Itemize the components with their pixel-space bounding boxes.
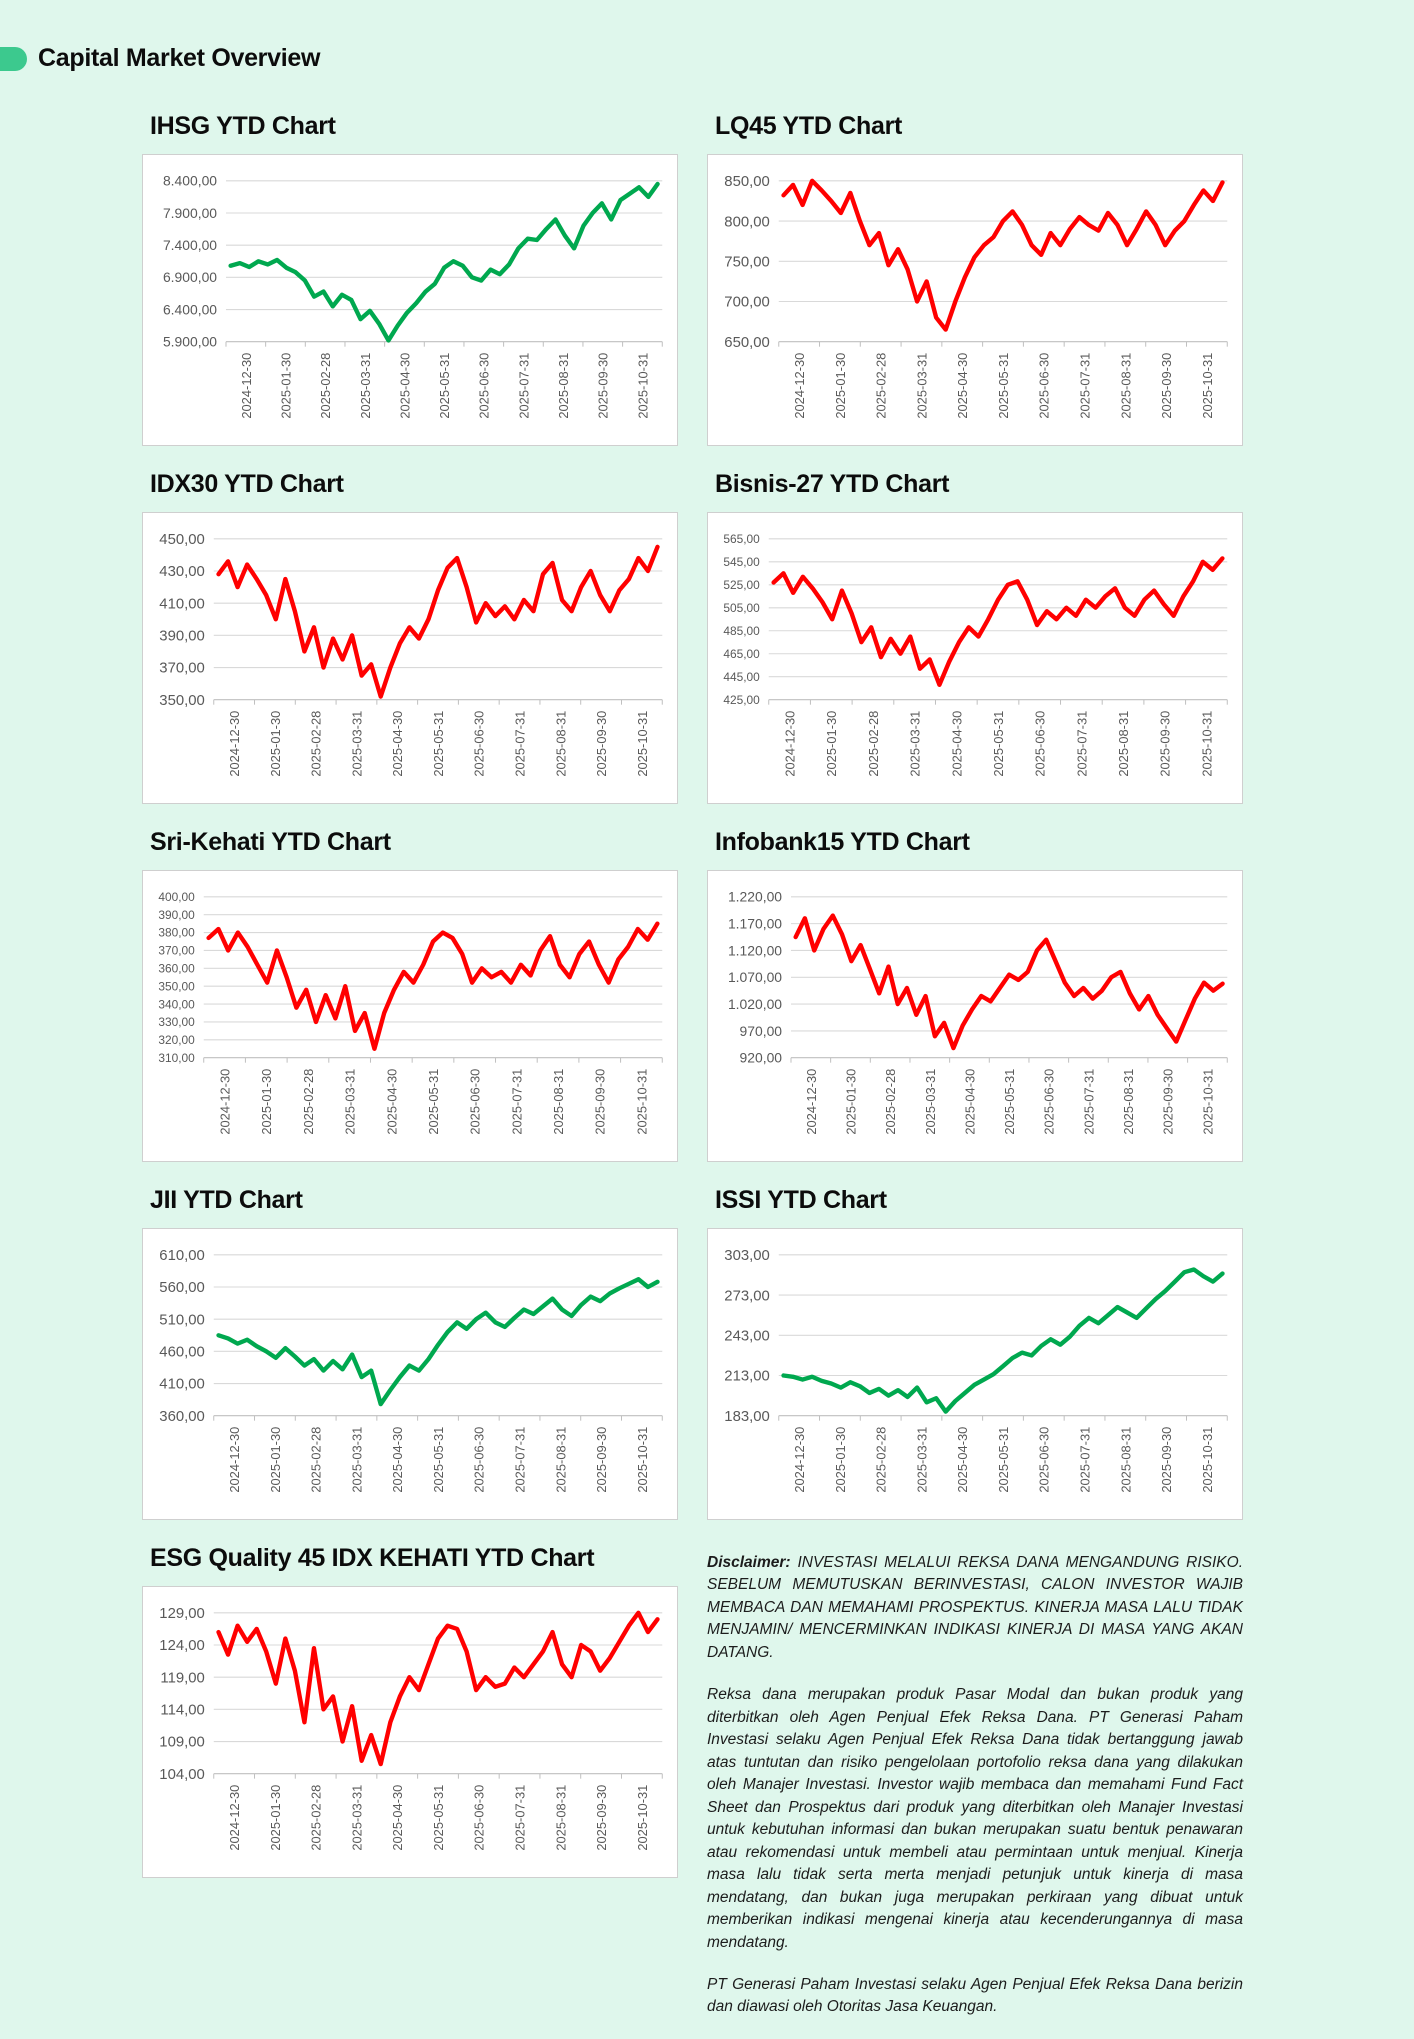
- x-tick-label: 2025-07-31: [512, 1784, 528, 1851]
- disclaimer-paragraph-2: Reksa dana merupakan produk Pasar Modal dan bukan produk yang diterbitkan oleh Agen Penjual Efek Reksa Dana. PT Generasi Paham Investasi selaku Agen Penjual Efek Reksa Dana tidak bertanggung jawab atas tuntutan dan risiko pengelolaan portofolio reksa dana yang dilakukan oleh Manajer Investasi. Investor wajib membaca dan memahami Fund Fact Sheet dan Prospektus dari produk yang diterbitkan oleh Manajer Investasi untuk kebutuhan informasi dan bukan merupakan suatu bentuk penawaran atau rekomendasi untuk membeli atau permintaan untuk menjual. Kinerja masa lalu tidak serta merta menjadi petunjuk untuk kinerja di masa mendatang, dan bukan juga merupakan perkiraan yang dibuat untuk memberikan indikasi mengenai kinerja atau kecenderungannya di masa mendatang.: [707, 1686, 1243, 1951]
- x-tick-label: 2025-02-28: [873, 352, 889, 419]
- chart-card: [142, 1586, 678, 1878]
- x-tick-label: 2025-04-30: [384, 1068, 400, 1135]
- x-tick-label: 2025-08-31: [553, 1784, 569, 1851]
- x-tick-label: 2025-10-31: [1200, 1068, 1216, 1135]
- x-tick-label: 2025-03-31: [342, 1068, 358, 1135]
- y-tick-label: 610,00: [159, 1248, 205, 1265]
- page-header: [0, 44, 320, 73]
- x-tick-label: 2025-06-30: [476, 352, 492, 419]
- x-tick-label: 2025-10-31: [1199, 1426, 1215, 1493]
- x-tick-label: 2025-07-31: [512, 1426, 528, 1493]
- chart-card: [142, 870, 678, 1162]
- x-tick-label: 2025-04-30: [390, 1426, 406, 1493]
- x-tick-label: 2025-06-30: [471, 1426, 487, 1493]
- chart-card: [707, 154, 1243, 446]
- series-line: [231, 184, 658, 340]
- x-tick-label: 2025-07-31: [512, 710, 528, 777]
- y-tick-label: 850,00: [724, 174, 770, 191]
- x-tick-label: 2024-12-30: [238, 352, 254, 419]
- x-tick-label: 2025-06-30: [1036, 1426, 1052, 1493]
- x-tick-label: 2025-10-31: [634, 710, 650, 777]
- x-tick-label: 2025-08-31: [553, 710, 569, 777]
- chart-title: LQ45 YTD Chart: [715, 112, 903, 140]
- chart-title: ESG Quality 45 IDX KEHATI YTD Chart: [150, 1544, 595, 1572]
- x-tick-label: 2025-09-30: [594, 1426, 610, 1493]
- y-tick-label: 303,00: [724, 1248, 770, 1265]
- x-tick-label: 2025-10-31: [634, 1068, 650, 1135]
- x-tick-label: 2025-04-30: [955, 1426, 971, 1493]
- chart-card: [142, 1228, 678, 1520]
- x-tick-label: 2025-02-28: [865, 710, 881, 777]
- x-tick-label: 2025-06-30: [471, 710, 487, 777]
- y-tick-label: 970,00: [739, 1022, 783, 1039]
- brand-accent-icon: [0, 47, 27, 71]
- y-tick-label: 485,00: [723, 623, 760, 638]
- x-tick-label: 2024-12-30: [217, 1068, 233, 1135]
- x-tick-label: 2025-06-30: [467, 1068, 483, 1135]
- series-line: [784, 1270, 1223, 1412]
- y-tick-label: 7.400,00: [162, 237, 218, 254]
- y-tick-label: 800,00: [724, 214, 770, 231]
- y-tick-label: 525,00: [723, 577, 760, 592]
- y-tick-label: 330,00: [158, 1015, 195, 1030]
- x-tick-label: 2025-03-31: [914, 352, 930, 419]
- x-tick-label: 2025-05-31: [437, 352, 453, 419]
- x-tick-label: 2025-01-30: [843, 1068, 859, 1135]
- x-tick-label: 2025-04-30: [390, 710, 406, 777]
- disclaimer-section: [707, 1544, 1243, 2039]
- charts-grid: [142, 112, 1243, 2039]
- y-tick-label: 104,00: [159, 1766, 205, 1783]
- line-chart-canvas: [143, 513, 677, 803]
- y-tick-label: 340,00: [158, 997, 195, 1012]
- series-line: [774, 558, 1223, 684]
- x-tick-label: 2025-09-30: [595, 352, 611, 419]
- x-tick-label: 2025-09-30: [1159, 1426, 1175, 1493]
- y-tick-label: 460,00: [159, 1344, 205, 1361]
- disclaimer-paragraph-1: [707, 1552, 1243, 1664]
- line-chart-canvas: [143, 1587, 677, 1877]
- y-tick-label: 380,00: [158, 925, 195, 940]
- y-tick-label: 360,00: [159, 1408, 205, 1425]
- x-tick-label: 2025-07-31: [516, 352, 532, 419]
- x-tick-label: 2024-12-30: [792, 1426, 808, 1493]
- y-tick-label: 350,00: [159, 692, 205, 709]
- x-tick-label: 2025-10-31: [634, 1426, 650, 1493]
- chart-title: IHSG YTD Chart: [150, 112, 336, 140]
- chart-card: [142, 154, 678, 446]
- x-tick-label: 2025-02-28: [873, 1426, 889, 1493]
- chart-title: JII YTD Chart: [150, 1186, 303, 1214]
- series-line: [219, 1279, 658, 1404]
- chart-title: Sri-Kehati YTD Chart: [150, 828, 391, 856]
- y-tick-label: 650,00: [724, 334, 770, 351]
- y-tick-label: 1.020,00: [727, 995, 783, 1012]
- page-title: Capital Market Overview: [38, 44, 321, 72]
- y-tick-label: 425,00: [723, 692, 760, 707]
- x-tick-label: 2025-03-31: [907, 710, 923, 777]
- y-tick-label: 273,00: [724, 1288, 770, 1305]
- x-tick-label: 2025-04-30: [397, 352, 413, 419]
- x-tick-label: 2025-10-31: [1199, 710, 1215, 777]
- x-tick-label: 2025-02-28: [308, 1426, 324, 1493]
- chart-title: Bisnis-27 YTD Chart: [715, 470, 950, 498]
- y-tick-label: 5.900,00: [162, 333, 218, 350]
- x-tick-label: 2025-02-28: [308, 1784, 324, 1851]
- x-tick-label: 2025-08-31: [551, 1068, 567, 1135]
- x-tick-label: 2025-10-31: [634, 1784, 650, 1851]
- y-tick-label: 109,00: [159, 1734, 205, 1751]
- chart-section-idx30: [142, 470, 678, 804]
- x-tick-label: 2025-01-30: [267, 1784, 283, 1851]
- x-tick-label: 2025-04-30: [949, 710, 965, 777]
- y-tick-label: 700,00: [724, 294, 770, 311]
- x-tick-label: 2025-09-30: [1159, 352, 1175, 419]
- y-tick-label: 465,00: [723, 646, 760, 661]
- chart-card: [142, 512, 678, 804]
- chart-card: [707, 512, 1243, 804]
- chart-title: IDX30 YTD Chart: [150, 470, 344, 498]
- y-tick-label: 545,00: [723, 554, 760, 569]
- line-chart-canvas: [708, 155, 1242, 445]
- series-line: [796, 916, 1223, 1048]
- line-chart-canvas: [708, 1229, 1242, 1519]
- x-tick-label: 2025-02-28: [883, 1068, 899, 1135]
- x-tick-label: 2025-09-30: [1157, 710, 1173, 777]
- line-chart-canvas: [708, 871, 1242, 1161]
- series-line: [784, 181, 1223, 330]
- x-tick-label: 2025-04-30: [955, 352, 971, 419]
- x-tick-label: 2024-12-30: [782, 710, 798, 777]
- y-tick-label: 320,00: [158, 1033, 195, 1048]
- y-tick-label: 1.120,00: [727, 942, 783, 959]
- x-tick-label: 2025-03-31: [349, 1426, 365, 1493]
- x-tick-label: 2025-08-31: [1121, 1068, 1137, 1135]
- y-tick-label: 114,00: [160, 1702, 205, 1719]
- x-tick-label: 2025-05-31: [430, 1784, 446, 1851]
- chart-section-jii: [142, 1186, 678, 1520]
- y-tick-label: 1.070,00: [727, 969, 783, 986]
- x-tick-label: 2025-05-31: [990, 710, 1006, 777]
- series-line: [219, 547, 658, 697]
- y-tick-label: 119,00: [160, 1670, 205, 1687]
- disclaimer-label: Disclaimer:: [707, 1554, 791, 1571]
- x-tick-label: 2025-06-30: [471, 1784, 487, 1851]
- chart-section-lq45: [707, 112, 1243, 446]
- y-tick-label: 6.900,00: [162, 269, 218, 286]
- x-tick-label: 2025-07-31: [1081, 1068, 1097, 1135]
- x-tick-label: 2025-05-31: [995, 1426, 1011, 1493]
- x-tick-label: 2025-06-30: [1036, 352, 1052, 419]
- y-tick-label: 8.400,00: [162, 172, 218, 189]
- x-tick-label: 2025-03-31: [914, 1426, 930, 1493]
- x-tick-label: 2024-12-30: [227, 710, 243, 777]
- x-tick-label: 2025-05-31: [995, 352, 1011, 419]
- x-tick-label: 2025-05-31: [425, 1068, 441, 1135]
- x-tick-label: 2025-08-31: [1118, 1426, 1134, 1493]
- disclaimer-paragraph-3: PT Generasi Paham Investasi selaku Agen Penjual Efek Reksa Dana berizin dan diawasi oleh Otoritas Jasa Keuangan.: [707, 1975, 1243, 2016]
- x-tick-label: 2024-12-30: [803, 1068, 819, 1135]
- chart-section-ihsg: [142, 112, 678, 446]
- x-tick-label: 2025-09-30: [594, 710, 610, 777]
- x-tick-label: 2025-03-31: [922, 1068, 938, 1135]
- x-tick-label: 2024-12-30: [227, 1784, 243, 1851]
- chart-section-issi: [707, 1186, 1243, 1520]
- y-tick-label: 560,00: [159, 1280, 205, 1297]
- y-tick-label: 6.400,00: [162, 301, 218, 318]
- line-chart-canvas: [143, 155, 677, 445]
- y-tick-label: 750,00: [724, 254, 770, 271]
- x-tick-label: 2025-08-31: [1116, 710, 1132, 777]
- y-tick-label: 243,00: [724, 1328, 770, 1345]
- y-tick-label: 129,00: [159, 1606, 205, 1623]
- y-tick-label: 450,00: [159, 532, 205, 549]
- x-tick-label: 2025-07-31: [1077, 352, 1093, 419]
- x-tick-label: 2025-08-31: [553, 1426, 569, 1493]
- x-tick-label: 2025-04-30: [962, 1068, 978, 1135]
- y-tick-label: 350,00: [158, 979, 195, 994]
- y-tick-label: 920,00: [739, 1049, 783, 1066]
- x-tick-label: 2025-09-30: [594, 1784, 610, 1851]
- x-tick-label: 2025-10-31: [635, 352, 651, 419]
- x-tick-label: 2025-08-31: [556, 352, 572, 419]
- x-tick-label: 2025-05-31: [1002, 1068, 1018, 1135]
- x-tick-label: 2025-08-31: [1118, 352, 1134, 419]
- x-tick-label: 2025-07-31: [1074, 710, 1090, 777]
- y-tick-label: 1.220,00: [727, 888, 783, 905]
- y-tick-label: 390,00: [159, 628, 205, 645]
- y-tick-label: 7.900,00: [162, 204, 218, 221]
- y-tick-label: 410,00: [159, 596, 205, 613]
- line-chart-canvas: [143, 1229, 677, 1519]
- chart-section-esg: [142, 1544, 678, 2039]
- x-tick-label: 2024-12-30: [227, 1426, 243, 1493]
- y-tick-label: 124,00: [159, 1638, 205, 1655]
- y-tick-label: 510,00: [159, 1312, 205, 1329]
- y-tick-label: 310,00: [158, 1050, 195, 1065]
- x-tick-label: 2025-03-31: [349, 710, 365, 777]
- x-tick-label: 2025-01-30: [832, 1426, 848, 1493]
- disclaimer-warning-text: INVESTASI MELALUI REKSA DANA MENGANDUNG RISIKO. SEBELUM MEMUTUSKAN BERINVESTASI, CALON INVESTOR WAJIB MEMBACA DAN MEMAHAMI PROSPEKTUS. KINERJA MASA LALU TIDAK MENJAMIN/ MENCERMINKAN INDIKASI KINERJA DI MASA YANG AKAN DATANG.: [707, 1554, 1243, 1661]
- x-tick-label: 2025-02-28: [318, 352, 334, 419]
- y-tick-label: 390,00: [158, 907, 195, 922]
- x-tick-label: 2024-12-30: [792, 352, 808, 419]
- y-tick-label: 430,00: [159, 564, 205, 581]
- y-tick-label: 360,00: [158, 961, 195, 976]
- y-tick-label: 445,00: [723, 669, 760, 684]
- x-tick-label: 2025-06-30: [1032, 710, 1048, 777]
- chart-section-srikehati: [142, 828, 678, 1162]
- y-tick-label: 410,00: [159, 1376, 205, 1393]
- y-tick-label: 183,00: [724, 1408, 770, 1425]
- x-tick-label: 2025-07-31: [509, 1068, 525, 1135]
- y-tick-label: 565,00: [723, 531, 760, 546]
- chart-section-bisnis27: [707, 470, 1243, 804]
- x-tick-label: 2025-01-30: [832, 352, 848, 419]
- line-chart-canvas: [708, 513, 1242, 803]
- x-tick-label: 2025-09-30: [1160, 1068, 1176, 1135]
- line-chart-canvas: [143, 871, 677, 1161]
- x-tick-label: 2025-05-31: [430, 1426, 446, 1493]
- x-tick-label: 2025-03-31: [349, 1784, 365, 1851]
- x-tick-label: 2025-05-31: [430, 710, 446, 777]
- x-tick-label: 2025-02-28: [300, 1068, 316, 1135]
- x-tick-label: 2025-01-30: [824, 710, 840, 777]
- y-tick-label: 370,00: [158, 943, 195, 958]
- chart-section-infobank15: [707, 828, 1243, 1162]
- chart-card: [707, 1228, 1243, 1520]
- x-tick-label: 2025-09-30: [592, 1068, 608, 1135]
- chart-title: Infobank15 YTD Chart: [715, 828, 970, 856]
- x-tick-label: 2025-06-30: [1041, 1068, 1057, 1135]
- x-tick-label: 2025-01-30: [267, 710, 283, 777]
- y-tick-label: 370,00: [159, 660, 205, 677]
- chart-card: [707, 870, 1243, 1162]
- y-tick-label: 400,00: [158, 889, 195, 904]
- x-tick-label: 2025-03-31: [357, 352, 373, 419]
- y-tick-label: 213,00: [724, 1368, 770, 1385]
- chart-title: ISSI YTD Chart: [715, 1186, 887, 1214]
- x-tick-label: 2025-07-31: [1077, 1426, 1093, 1493]
- x-tick-label: 2025-01-30: [278, 352, 294, 419]
- x-tick-label: 2025-10-31: [1199, 352, 1215, 419]
- x-tick-label: 2025-02-28: [308, 710, 324, 777]
- x-tick-label: 2025-01-30: [259, 1068, 275, 1135]
- x-tick-label: 2025-04-30: [390, 1784, 406, 1851]
- x-tick-label: 2025-01-30: [267, 1426, 283, 1493]
- y-tick-label: 505,00: [723, 600, 760, 615]
- y-tick-label: 1.170,00: [727, 915, 783, 932]
